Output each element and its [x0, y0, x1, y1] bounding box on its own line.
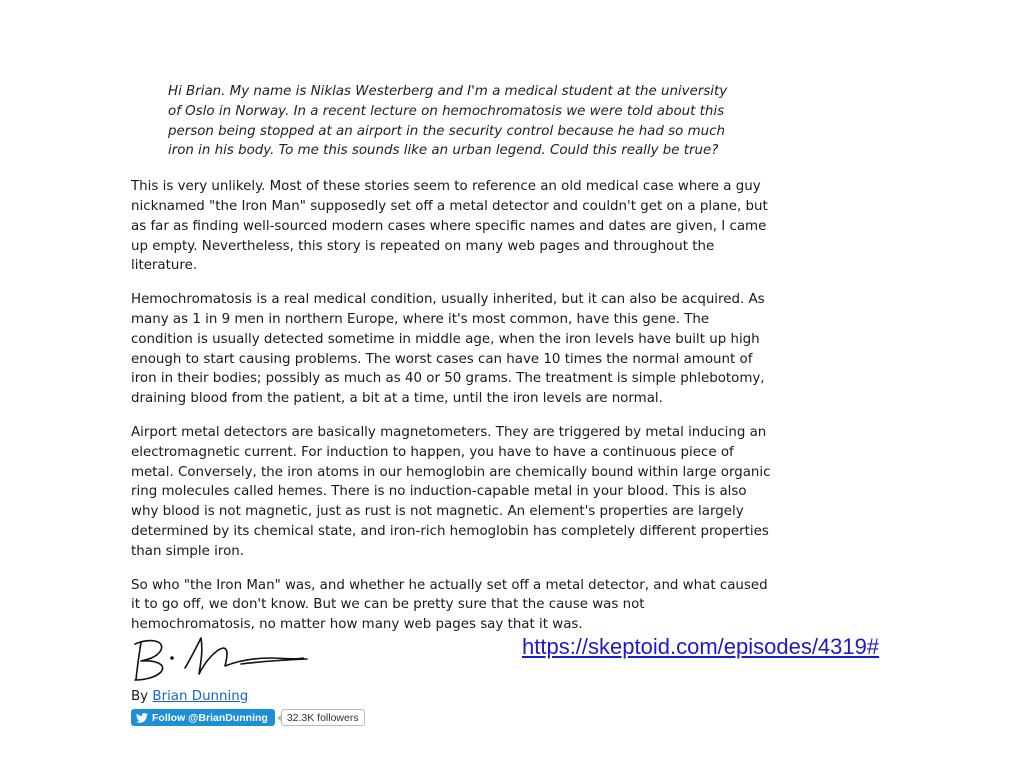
follow-button-label: Follow @BrianDunning — [152, 711, 268, 724]
answer-paragraph-4: So who "the Iron Man" was, and whether he actually set off a metal detector, and what caused it to go off, we don't know. But we can be pretty sure that the cause was not hemochromatosis, no matter how many web pages say that it was. — [131, 577, 768, 633]
author-signature — [131, 628, 311, 684]
follower-count-badge: 32.3K followers — [281, 709, 365, 726]
byline — [131, 689, 248, 704]
source-url-link[interactable]: https://skeptoid.com/episodes/4319# — [522, 634, 880, 659]
article-body — [131, 82, 771, 649]
reader-question: Hi Brian. My name is Niklas Westerberg and I'm a medical student at the university of Oslo in Norway. In a recent lecture on hemochromatosis we were told about this person being stopped at an airport in the security control because he had so much iron in his body. To me this sounds like an urban legend. Could this really be true? — [168, 84, 728, 159]
author-link[interactable]: Brian Dunning — [152, 689, 249, 704]
twitter-follow-button[interactable] — [131, 709, 275, 726]
byline-prefix: By — [131, 689, 149, 704]
answer-paragraph-2: Hemochromatosis is a real medical condition, usually inherited, but it can also be acquired. As many as 1 in 9 men in northern Europe, where it's most common, have this gene. The condition is usually detected sometime in middle age, when the iron levels have built up high enough to start causing problems. The worst cases can have 10 times the normal amount of iron in their bodies; possibly as much as 40 or 50 grams. The treatment is simple phlebotomy, draining blood from the patient, a bit at a time, until the iron levels are normal. — [131, 292, 765, 407]
twitter-follow-widget — [131, 709, 365, 726]
answer-paragraph-1: This is very unlikely. Most of these stories seem to reference an old medical case where a guy nicknamed "the Iron Man" supposedly set off a metal detector and couldn't get on a plane, but as far as finding well-sourced modern cases where specific names and dates are given, I came up empty. Nevertheless, this story is repeated on many web pages and throughout the literature. — [131, 179, 768, 274]
answer-paragraph-3: Airport metal detectors are basically magnetometers. They are triggered by metal inducing an electromagnetic current. For induction to happen, you have to have a continuous piece of metal. Conversely, the iron atoms in our hemoglobin are chemically bound within large organic ring molecules called hemes. There is no induction-capable metal in your blood. This is also why blood is not magnetic, just as rust is not magnetic. An element's properties are largely determined by its chemical state, and iron-rich hemoglobin has completely different properties than simple iron. — [131, 424, 771, 559]
twitter-bird-icon — [136, 713, 148, 723]
